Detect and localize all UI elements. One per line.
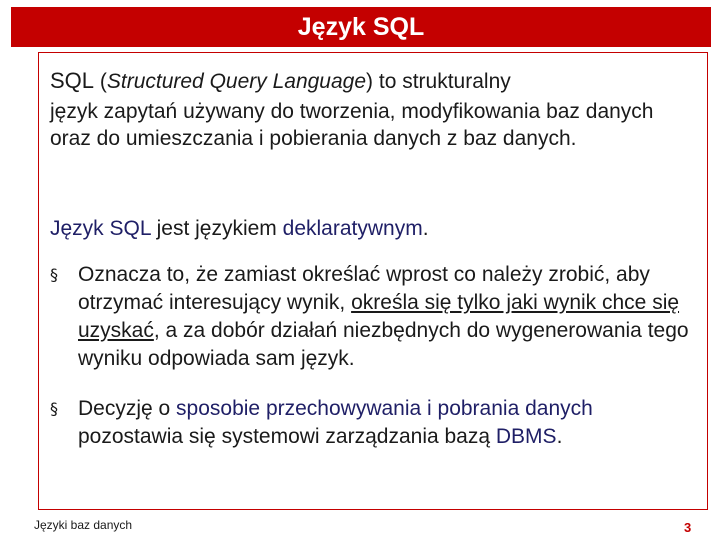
after-expansion: ) to strukturalny: [366, 70, 511, 93]
declarative-middle: jest językiem: [150, 217, 283, 240]
definition-paragraph: [50, 67, 690, 152]
bullet-text-part: pozostawia się systemowi zarządzania bazą: [78, 425, 496, 448]
bullet-underlined-text: określa się tylko jaki wynik chce się uzyskać: [78, 291, 680, 342]
declarative-statement: [50, 215, 690, 242]
sql-term: SQL: [50, 68, 95, 93]
bullet-text-part: .: [556, 425, 563, 448]
section-bullet-icon: §: [50, 399, 58, 418]
bullet-item: [50, 395, 690, 451]
bullet-text-part: , a za dobór działań niezbędnych do wygenerowania tego wyniku odpowiada sam język.: [78, 319, 689, 370]
bullet-emphasis: DBMS: [495, 425, 557, 448]
bullet-emphasis: sposobie przechowywania i pobrania danych: [176, 397, 593, 420]
slide-title: Język SQL: [11, 7, 711, 47]
bullet-text-part: Oznacza to, że zamiast określać wprost co należy zrobić, aby otrzymać interesujący wynik,: [78, 263, 650, 314]
page-number: 3: [684, 520, 692, 535]
bullet-text: [78, 395, 690, 451]
declarative-subject: Język SQL: [50, 217, 151, 240]
term-expansion: Structured Query Language: [106, 70, 367, 93]
definition-first-line: [50, 67, 690, 95]
footer-course-name: Języki baz danych: [34, 518, 133, 532]
declarative-end: .: [422, 217, 429, 240]
bullet-text-part: Decyzję o: [78, 397, 177, 420]
open-paren: (: [94, 70, 107, 93]
bullet-item: [50, 261, 690, 373]
definition-rest: język zapytań używany do tworzenia, modyfikowania baz danych oraz do umieszczania i pobierania danych z baz danych.: [50, 100, 654, 150]
bullet-text: [78, 261, 690, 373]
section-bullet-icon: §: [50, 265, 58, 284]
declarative-emphasis: deklaratywnym: [282, 217, 423, 240]
